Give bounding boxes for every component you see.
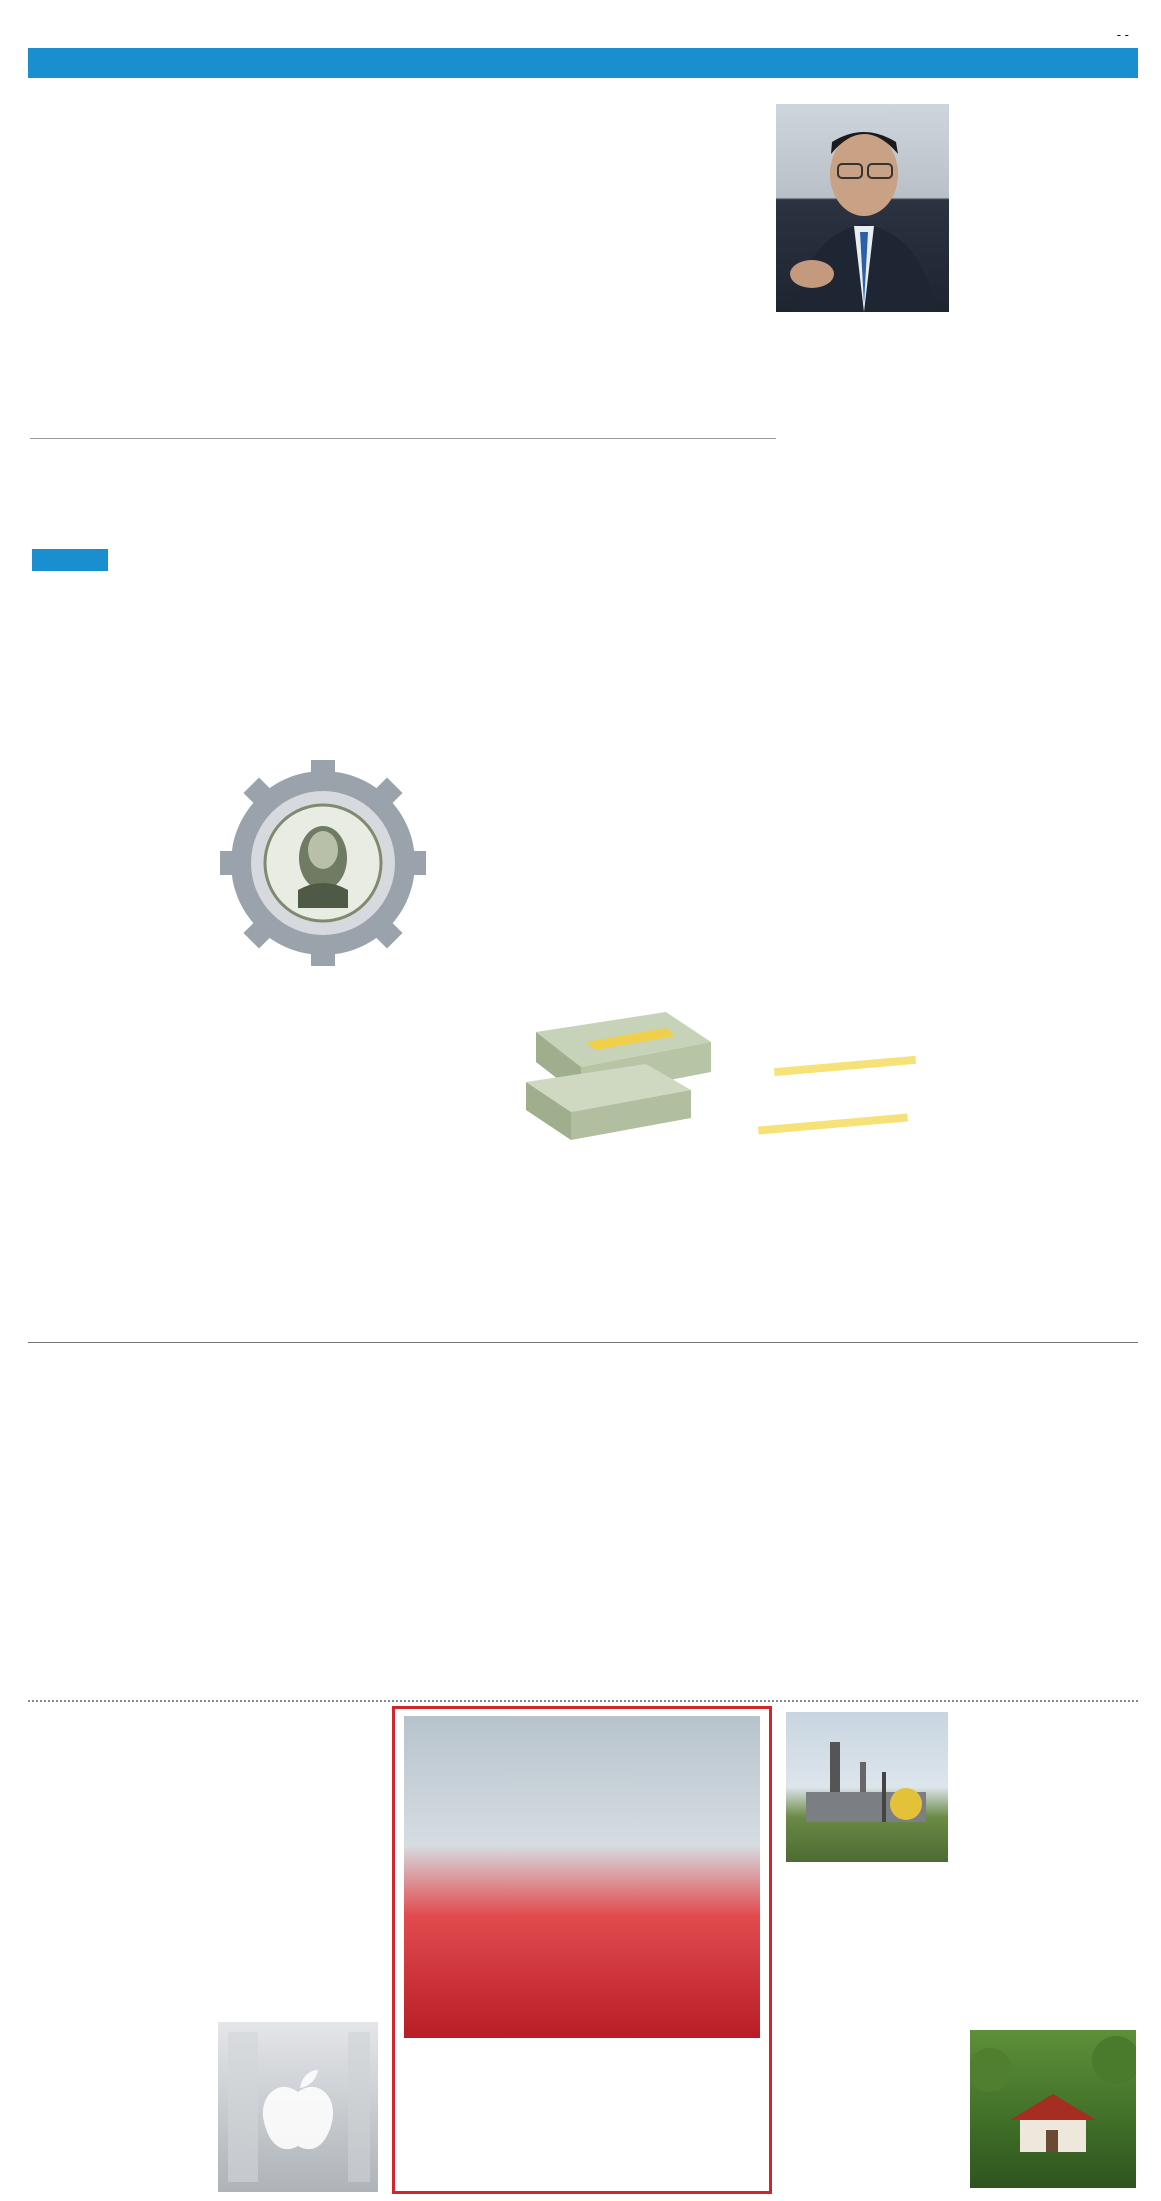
article-col-4 — [584, 484, 756, 490]
refinery-icon — [786, 1712, 948, 1862]
masthead-line: - - — [1116, 27, 1129, 42]
article-col-5 — [776, 372, 948, 378]
apple-logo-icon — [218, 2022, 378, 2192]
bottle-rows-icon — [404, 1716, 760, 2038]
minister-portrait — [776, 104, 949, 312]
article-col-6 — [962, 104, 1136, 110]
section-tag — [58, 48, 228, 78]
tax-rate-bar-chart — [216, 1220, 686, 1310]
section-badge — [32, 549, 108, 571]
article-col-1 — [30, 484, 198, 490]
rural-house-photo — [970, 2030, 1136, 2188]
soda-bottles-photo — [404, 1716, 760, 2038]
infographic — [216, 672, 956, 1332]
deck-rule — [30, 438, 776, 439]
article-col-2 — [216, 484, 382, 490]
house-icon — [970, 2030, 1136, 2188]
article-col-3 — [400, 484, 566, 490]
story-divider — [28, 1342, 1138, 1343]
deck — [30, 366, 776, 394]
investment-line-chart — [216, 672, 956, 1232]
portrait-illustration — [776, 104, 949, 312]
oil-refinery-photo — [786, 1712, 948, 1862]
cuentas-divider — [28, 1700, 1138, 1702]
apple-store-photo — [218, 2022, 378, 2192]
